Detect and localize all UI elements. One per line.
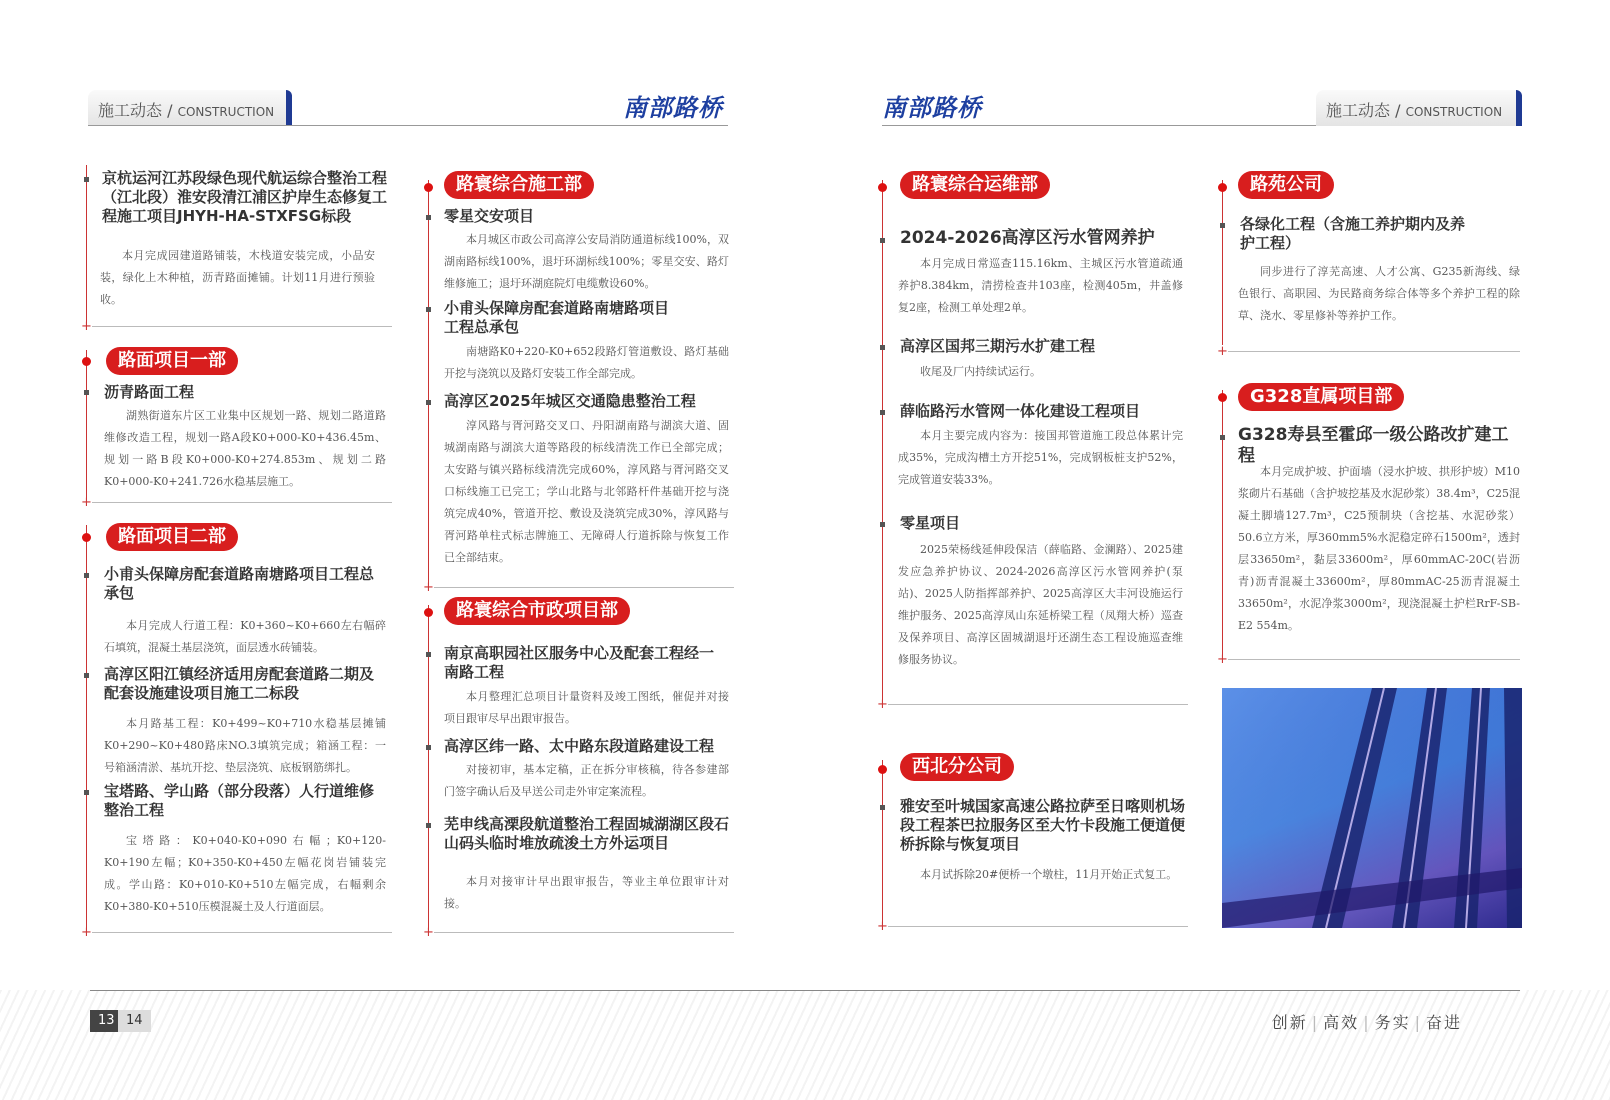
item-bullet bbox=[84, 177, 89, 182]
header-tab-right bbox=[1316, 90, 1518, 126]
section-rule bbox=[1228, 659, 1520, 660]
slogan-word: 奋进 bbox=[1425, 1013, 1462, 1032]
item-body: 本月完成人行道工程：K0+360~K0+660左右幅碎石填筑，混凝土基层浇筑，面层透水砖铺装。 bbox=[104, 619, 386, 654]
item-title: 高淳区国邦三期污水扩建工程 bbox=[900, 337, 1096, 355]
col-divider-line bbox=[1222, 180, 1223, 345]
section-rule bbox=[434, 587, 734, 588]
item-title: 2024-2026高淳区污水管网养护 bbox=[900, 228, 1155, 248]
item-body: 宝塔路：K0+040-K0+090右幅；K0+120-K0+190左幅；K0+350-K0+450左幅花岗岩铺装完成。学山路：K0+010-K0+510左幅完成，右幅剩余K0+380-K0+510压模混凝土及人行道面层。 bbox=[104, 834, 386, 913]
section-label: 路寰综合市政项目部 bbox=[444, 597, 630, 625]
item-body: 淳风路与胥河路交叉口、丹阳湖南路与湖滨大道、固城湖南路与湖滨大道等路段的标线清洗工作已全部完成；太安路与镇兴路标线清洗完成60%，淳风路与胥河路交叉口标线施工已完工；学山北路与北邻路杆件基础开挖与浇筑完成40%，管道开挖、敷设及浇筑完成30%，淳风路与胥河路单柱式标志牌施工、无障碍人行道拆除与恢复工作已全部结束。 bbox=[444, 419, 729, 564]
right-column-1 bbox=[877, 165, 1192, 935]
plus-mark: + bbox=[423, 580, 434, 595]
item-body: 湖熟街道东片区工业集中区规划一路、规划二路道路维修改造工程，规划一路A段K0+000-K0+436.45m、规划一路B段K0+000-K0+274.853m、规划二路K0+000-K0+241.726水稳基层施工。 bbox=[104, 409, 386, 488]
section-dot bbox=[878, 183, 887, 192]
plus-mark: + bbox=[81, 495, 92, 510]
section-rule bbox=[888, 704, 1188, 705]
item-body: 本月完成日常巡查115.16km、主城区污水管道疏通养护8.384km，清捞检查井103座，检测405m，井盖修复2座，检测工单处理2单。 bbox=[898, 257, 1183, 314]
section-dot bbox=[1218, 183, 1227, 192]
item-bullet bbox=[880, 410, 885, 415]
col-divider-line bbox=[882, 180, 883, 700]
item-body: 本月完成园建道路铺装，木栈道安装完成，小品安装，绿化上木种植，沥青路面摊铺。计划11月进行预验收。 bbox=[100, 249, 375, 306]
item-bullet bbox=[426, 823, 431, 828]
item-title: 各绿化工程（含施工养护期内及养护工程） bbox=[1240, 215, 1466, 252]
item-body: 对接初审，基本定稿，正在拆分审核稿，待各参建部门签字确认后及早送公司走外审定案流程。 bbox=[444, 763, 729, 798]
item-title: 薛临路污水管网一体化建设工程项目 bbox=[900, 402, 1141, 420]
section-rule bbox=[92, 326, 392, 327]
item-body: 本月路基工程：K0+499~K0+710水稳基层摊铺K0+290~K0+480路床NO.3填筑完成；箱涵工程：一号箱涵清淤、基坑开挖、垫层浇筑、底板钢筋绑扎。 bbox=[104, 717, 386, 774]
section-rule bbox=[92, 932, 392, 933]
item-bullet bbox=[426, 652, 431, 657]
brand-logo-left: 南部路桥 bbox=[623, 93, 723, 122]
item-title: 高淳区纬一路、太中路东段道路建设工程 bbox=[444, 737, 715, 755]
slogan-separator: | bbox=[1311, 1013, 1320, 1032]
header-tab-en: CONSTRUCTION bbox=[177, 105, 275, 119]
header-rule-left bbox=[88, 125, 728, 126]
item-body: 本月完成护坡、护面墙（浸水护坡、拱形护坡）M10浆砌片石基础（含护坡挖基及水泥砂浆）38.4m³，C25混凝土脚墙127.7m³，C25预制块（含挖基、水泥砂浆）50.6立方米，厚360mm5%水泥稳定碎石1500m²，透封层33650m²，黏层33600m²，厚60mmAC-20C(岩沥青)沥青混凝土33600m²，厚80mmAC-25沥青混凝土33650m²，水泥净浆3000m²，现浇混凝土护栏RrF-SB-E2 554m。 bbox=[1238, 465, 1520, 632]
item-title: 京杭运河江苏段绿色现代航运综合整治工程（江北段）淮安段清江浦区护岸生态修复工程施工项目JHYH-HA-STXFSG标段 bbox=[102, 169, 388, 225]
left-column-2 bbox=[423, 165, 738, 940]
header-tab-sep: / bbox=[1395, 101, 1401, 120]
item-title: 零星项目 bbox=[900, 514, 961, 532]
section-label: 路苑公司 bbox=[1238, 171, 1334, 199]
item-body: 本月主要完成内容为：接国邦管道施工段总体累计完成35%，完成沟槽土方开挖51%，完成钢板桩支护52%，完成管道安装33%。 bbox=[898, 429, 1183, 486]
item-bullet bbox=[426, 400, 431, 405]
slogan-separator: | bbox=[1414, 1013, 1422, 1032]
item-title: 高淳区2025年城区交通隐患整治工程 bbox=[444, 392, 696, 410]
item-body: 收尾及厂内持续试运行。 bbox=[920, 365, 1041, 378]
item-title: 宝塔路、学山路（部分段落）人行道维修整治工程 bbox=[104, 782, 375, 819]
item-bullet bbox=[84, 673, 89, 678]
section-label: 西北分公司 bbox=[900, 753, 1014, 781]
slogan-word: 务实 bbox=[1374, 1013, 1411, 1032]
section-label: 路面项目一部 bbox=[106, 347, 238, 375]
col-divider-line bbox=[86, 350, 87, 500]
bridge-photo bbox=[1222, 688, 1522, 928]
plus-mark: + bbox=[81, 925, 92, 940]
section-dot bbox=[1218, 393, 1227, 402]
plus-mark: + bbox=[81, 319, 92, 334]
item-title: 芜申线高溧段航道整治工程固城湖湖区段石山码头临时堆放疏浚土方外运项目 bbox=[444, 815, 730, 852]
plus-mark: + bbox=[877, 919, 888, 934]
item-bullet bbox=[880, 238, 885, 243]
header-tab-left bbox=[88, 90, 288, 126]
item-bullet bbox=[426, 215, 431, 220]
left-column-1 bbox=[81, 165, 396, 940]
slogan bbox=[1272, 1010, 1462, 1033]
item-body: 本月试拆除20#便桥一个墩柱，11月开始正式复工。 bbox=[920, 868, 1178, 881]
item-title: 南京高职园社区服务中心及配套工程经一南路工程 bbox=[444, 644, 715, 681]
slogan-separator: | bbox=[1363, 1013, 1371, 1032]
item-body: 本月整理汇总项目计量资料及竣工图纸，催促并对接项目跟审尽早出跟审报告。 bbox=[444, 690, 729, 725]
item-body: 本月城区市政公司高淳公安局消防通道标线100%，双湖南路标线100%，退圩环湖标线100%；零星交安、路灯维修施工；退圩环湖庭院灯电缆敷设60%。 bbox=[444, 233, 729, 290]
item-title: 小甫头保障房配套道路南塘路项目工程总承包 bbox=[444, 299, 670, 336]
col-divider-line bbox=[86, 525, 87, 930]
section-rule bbox=[1228, 351, 1520, 352]
plus-mark: + bbox=[1217, 652, 1228, 667]
section-dot bbox=[82, 357, 91, 366]
bridge-illustration bbox=[1222, 688, 1522, 928]
item-bullet bbox=[426, 745, 431, 750]
item-bullet bbox=[1220, 435, 1225, 440]
item-title: 沥青路面工程 bbox=[104, 383, 195, 401]
col-divider-line bbox=[428, 180, 429, 585]
section-rule bbox=[888, 926, 1188, 927]
plus-mark: + bbox=[877, 697, 888, 712]
slogan-word: 创新 bbox=[1271, 1013, 1308, 1032]
item-bullet bbox=[880, 345, 885, 350]
col-divider-line bbox=[86, 165, 87, 325]
slogan-word: 高效 bbox=[1323, 1013, 1360, 1032]
item-bullet bbox=[84, 390, 89, 395]
item-bullet bbox=[426, 307, 431, 312]
header-tab-cn: 施工动态 bbox=[98, 101, 163, 120]
item-body: 2025荣杨线延伸段保洁（薛临路、金澜路）、2025建发应急养护协议、2024-2026高淳区污水管网养护(泵站)、2025人防指挥部养护、2025高淳区大丰河设施运行维护服务、2025高淳凤山东延桥梁工程（凤翔大桥）巡查及保养项目、高淳区固城湖退圩还湖生态工程设施巡查维修服务协议。 bbox=[898, 543, 1183, 666]
plus-mark: + bbox=[1217, 344, 1228, 359]
item-bullet bbox=[84, 790, 89, 795]
page-number-right: 14 bbox=[118, 1010, 151, 1032]
item-title: 雅安至叶城国家高速公路拉萨至日喀则机场段工程茶巴拉服务区至大竹卡段施工便道便桥拆除与恢复项目 bbox=[900, 797, 1186, 853]
section-dot bbox=[878, 765, 887, 774]
col-divider-line bbox=[882, 760, 883, 930]
section-dot bbox=[424, 183, 433, 192]
item-title: 小甫头保障房配套道路南塘路项目工程总承包 bbox=[104, 565, 375, 602]
right-column-2 bbox=[1217, 165, 1522, 667]
page-number-left: 13 bbox=[90, 1010, 123, 1032]
item-bullet bbox=[84, 573, 89, 578]
item-body: 同步进行了淳芜高速、人才公寓、G235新海线、绿色银行、高职园、为民路商务综合体等多个养护工程的除草、浇水、零星修补等养护工作。 bbox=[1238, 265, 1520, 322]
brand-logo-right: 南部路桥 bbox=[882, 93, 982, 122]
col-divider-line bbox=[1222, 390, 1223, 655]
header-tab-sep: / bbox=[167, 101, 173, 120]
item-title: G328寿县至霍邱一级公路改扩建工程 bbox=[1238, 425, 1509, 466]
section-label: G328直属项目部 bbox=[1238, 383, 1404, 411]
footer-rule bbox=[90, 990, 1520, 991]
item-body: 本月对接审计早出跟审报告，等业主单位跟审计对接。 bbox=[444, 875, 729, 910]
plus-mark: + bbox=[423, 925, 434, 940]
item-bullet bbox=[1220, 223, 1225, 228]
header-tab-cn: 施工动态 bbox=[1326, 101, 1391, 120]
section-label: 路寰综合施工部 bbox=[444, 171, 594, 199]
item-bullet bbox=[880, 522, 885, 527]
section-label: 路面项目二部 bbox=[106, 523, 238, 551]
section-label: 路寰综合运维部 bbox=[900, 171, 1050, 199]
header-tab-en: CONSTRUCTION bbox=[1405, 105, 1503, 119]
item-title: 零星交安项目 bbox=[444, 207, 535, 225]
section-rule bbox=[434, 932, 734, 933]
section-dot bbox=[424, 608, 433, 617]
section-dot bbox=[82, 533, 91, 542]
item-bullet bbox=[880, 805, 885, 810]
item-title: 高淳区阳江镇经济适用房配套道路二期及配套设施建设项目施工二标段 bbox=[104, 665, 375, 702]
section-rule bbox=[92, 502, 392, 503]
item-body: 南塘路K0+220-K0+652段路灯管道敷设、路灯基础开挖与浇筑以及路灯安装工作全部完成。 bbox=[444, 345, 729, 380]
